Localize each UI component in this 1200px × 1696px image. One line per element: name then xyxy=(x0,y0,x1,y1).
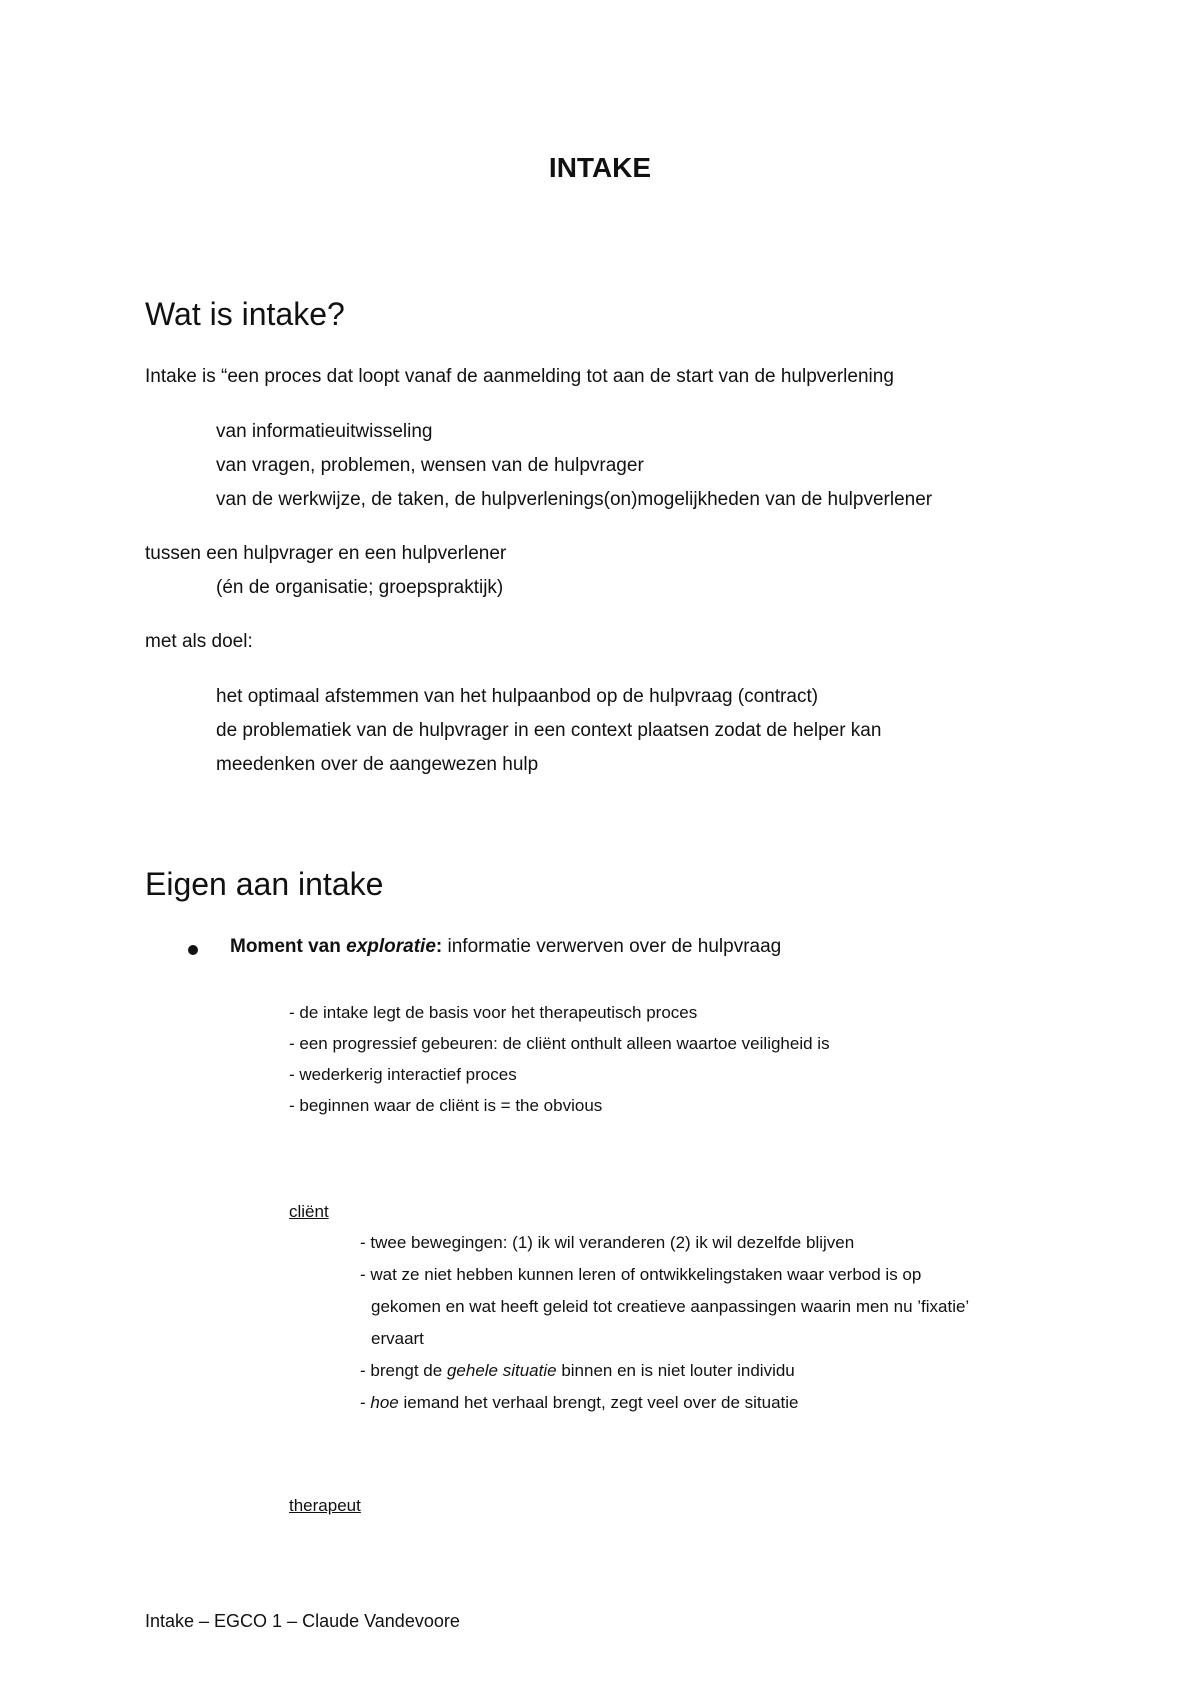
goal-item: het optimaal afstemmen van het hulpaanbod op de hulpvraag (contract) xyxy=(216,686,819,707)
situation-italic: gehele situatie xyxy=(446,1361,557,1380)
page-footer: Intake – EGCO 1 – Claude Vandevoore xyxy=(145,1611,460,1631)
exploration-point: - beginnen waar de cliënt is = the obvious xyxy=(289,1096,603,1115)
exploration-bullet xyxy=(230,936,781,958)
how-post: iemand het verhaal brengt, zegt veel over de situatie xyxy=(398,1393,799,1412)
definition-item: van vragen, problemen, wensen van de hulpvrager xyxy=(216,455,644,476)
section-heading-eigen-aan-intake: Eigen aan intake xyxy=(145,866,384,902)
bullet-bold-italic: exploratie xyxy=(346,936,436,957)
bullet-colon: : xyxy=(435,936,443,957)
exploration-point: - een progressief gebeuren: de cliënt onthult alleen waartoe veiligheid is xyxy=(289,1034,830,1053)
therapist-label: therapeut xyxy=(289,1496,361,1515)
client-line: gekomen en wat heeft geleid tot creatieve aanpassingen waarin men nu ’fixatie’ xyxy=(371,1297,970,1316)
how-italic: hoe xyxy=(370,1393,399,1412)
client-label: cliënt xyxy=(289,1202,329,1221)
client-line: ervaart xyxy=(371,1329,424,1348)
exploration-point: - de intake legt de basis voor het therapeutisch proces xyxy=(289,1003,698,1022)
page-title: INTAKE xyxy=(548,152,652,183)
goal-item: meedenken over de aangewezen hulp xyxy=(216,754,539,775)
section-heading-wat-is-intake: Wat is intake? xyxy=(145,296,345,332)
between-note: (én de organisatie; groepspraktijk) xyxy=(216,577,504,598)
exploration-point: - wederkerig interactief proces xyxy=(289,1065,517,1084)
client-line: - twee bewegingen: (1) ik wil veranderen (2) ik wil dezelfde blijven xyxy=(360,1233,855,1252)
client-line-how xyxy=(360,1393,799,1413)
client-line: - wat ze niet hebben kunnen leren of ontwikkelingstaken waar verbod is op xyxy=(360,1265,922,1284)
bullet-dot xyxy=(188,945,198,955)
goal-label: met als doel: xyxy=(145,631,253,652)
client-line-situation xyxy=(360,1361,795,1381)
intake-definition: Intake is “een proces dat loopt vanaf de aanmelding tot aan de start van de hulpverlening xyxy=(145,366,894,387)
how-dash: - xyxy=(360,1393,371,1412)
goal-item: de problematiek van de hulpvrager in een context plaatsen zodat de helper kan xyxy=(216,720,882,741)
situation-post: binnen en is niet louter individu xyxy=(556,1361,795,1380)
definition-item: van informatieuitwisseling xyxy=(216,421,433,442)
bullet-rest: informatie verwerven over de hulpvraag xyxy=(442,936,782,957)
between-line: tussen een hulpvrager en een hulpverlener xyxy=(145,543,507,564)
bullet-bold-lead: Moment van xyxy=(230,936,347,957)
situation-pre: - brengt de xyxy=(360,1361,447,1380)
definition-item: van de werkwijze, de taken, de hulpverlenings(on)mogelijkheden van de hulpverlener xyxy=(216,489,933,510)
